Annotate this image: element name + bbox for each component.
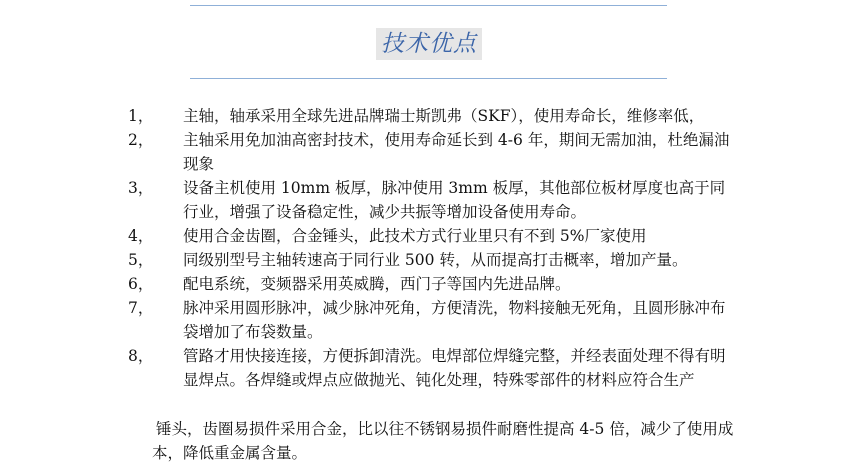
list-item-text: 使用合金齿圈，合金锤头，此技术方式行业里只有不到 5%厂家使用 [183,227,647,245]
list-item-text: 同级别型号主轴转速高于同行业 500 转，从而提高打击概率，增加产量。 [183,251,688,269]
list-item-number: 1， [128,107,154,125]
list-item-number: 7， [128,299,154,317]
bottom-divider [190,78,667,79]
list-item [0,296,860,344]
list-item-text: 主轴，轴承采用全球先进品牌瑞士斯凯弗（SKF），使用寿命长，维修率低， [183,107,705,125]
list-item-number: 6， [128,275,154,293]
list-item [0,344,860,392]
list-item-text: 主轴采用免加油高密封技术，使用寿命延长到 4-6 年，期间无需加油，杜绝漏油现象 [183,131,730,173]
list-item-text: 脉冲采用圆形脉冲，减少脉冲死角，方便清洗，物料接触无死角，且圆形脉冲布袋增加了布袋数量。 [183,299,726,341]
list-item [0,248,860,272]
list-item-number: 8， [128,347,154,365]
list-item [0,176,860,224]
list-item [0,128,860,176]
list-item-text: 管路才用快接连接，方便拆卸清洗。电焊部位焊缝完整，并经表面处理不得有明显焊点。各焊缝或焊点应做抛光、钝化处理，特殊零部件的材料应符合生产 [183,347,726,389]
advantages-list [0,104,860,392]
list-item [0,104,860,128]
section-title: 技术优点 [376,28,482,60]
list-item-text: 设备主机使用 10mm 板厚，脉冲使用 3mm 板厚，其他部位板材厚度也高于同行业，增强了设备稳定性，减少共振等增加设备使用寿命。 [183,179,726,221]
list-item [0,224,860,248]
list-item-text: 配电系统，变频器采用英威腾，西门子等国内先进品牌。 [183,275,571,293]
list-item [0,272,860,296]
list-item-number: 2， [128,131,154,149]
list-item-number: 5， [128,251,154,269]
closing-paragraph: 锤头，齿圈易损件采用合金，比以往不锈钢易损件耐磨性提高 4-5 倍，减少了使用成本，降低重金属含量。 [152,419,734,462]
list-item-number: 3， [128,179,154,197]
list-item-number: 4， [128,227,154,245]
top-divider [190,5,667,6]
